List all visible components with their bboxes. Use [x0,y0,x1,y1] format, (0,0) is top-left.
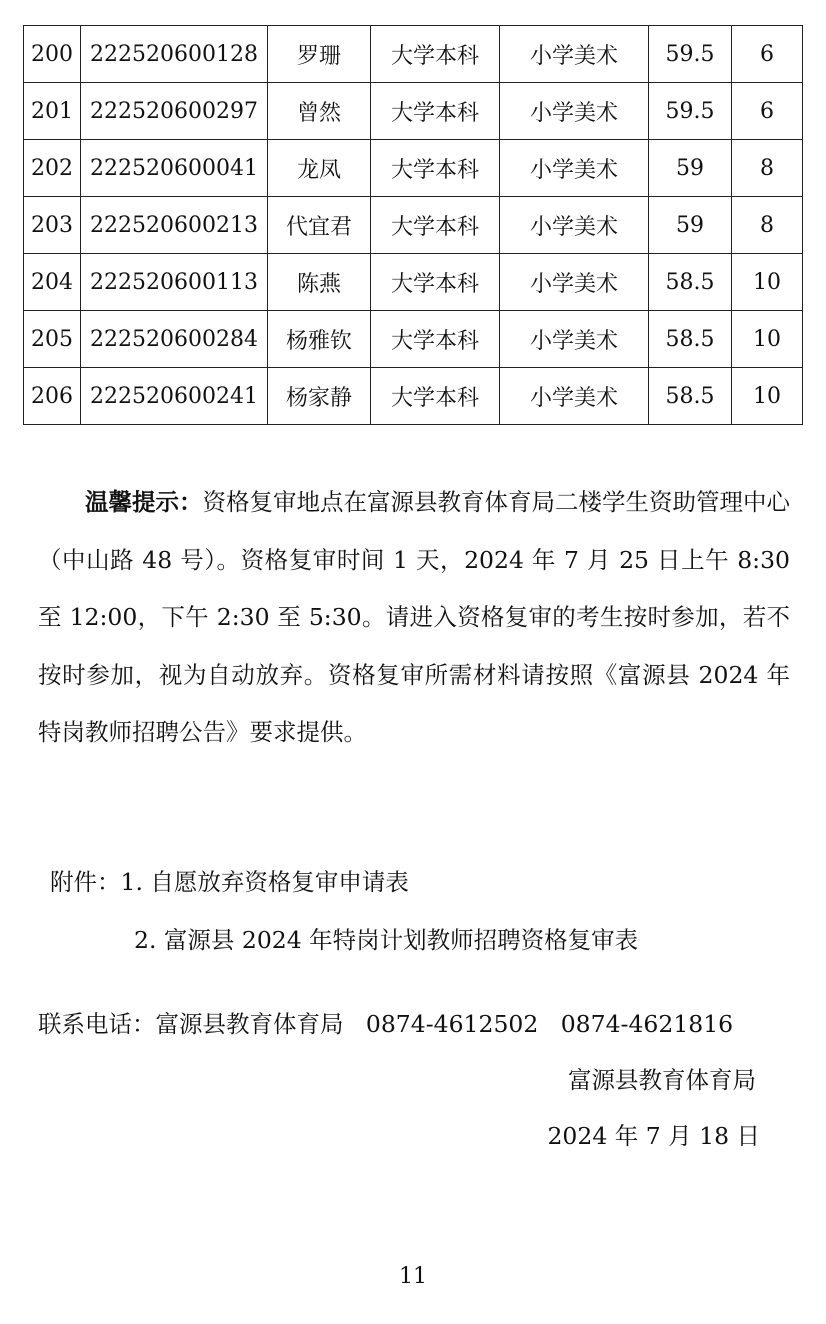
table-row [24,311,803,368]
education-cell: 大学本科 [371,197,500,254]
notice-text: 资格复审地点在富源县教育体育局二楼学生资助管理中心（中山路 48 号）。资格复审时间 1 天，2024 年 7 月 25 日上午 8:30 至 12:00，下午 2:30 至 5:30。请进入资格复审的考生按时参加，若不按时参加，视为自动放弃。资格复审所需材料请按照《富源县 2024 年特岗教师招聘公告》要求提供。 [38,488,790,747]
rank-cell: 6 [732,83,803,140]
subject-cell: 小学美术 [500,254,649,311]
table-row [24,26,803,83]
subject-cell: 小学美术 [500,368,649,425]
row-index-cell: 204 [24,254,81,311]
attachment-item-2: 2. 富源县 2024 年特岗计划教师招聘资格复审表 [134,926,639,954]
score-cell: 58.5 [649,368,732,425]
contact-phone: 联系电话：富源县教育体育局 0874-4612502 0874-4621816 [38,1010,734,1038]
education-cell: 大学本科 [371,311,500,368]
score-cell: 59 [649,197,732,254]
education-cell: 大学本科 [371,83,500,140]
subject-cell: 小学美术 [500,26,649,83]
candidate-name-cell: 杨雅钦 [268,311,371,368]
notice-paragraph [38,474,790,762]
exam-id-cell: 222520600241 [81,368,268,425]
rank-cell: 8 [732,140,803,197]
subject-cell: 小学美术 [500,83,649,140]
row-index-cell: 205 [24,311,81,368]
row-index-cell: 201 [24,83,81,140]
exam-id-cell: 222520600297 [81,83,268,140]
rank-cell: 10 [732,368,803,425]
exam-id-cell: 222520600284 [81,311,268,368]
row-index-cell: 206 [24,368,81,425]
table-row [24,254,803,311]
score-cell: 59.5 [649,83,732,140]
candidate-name-cell: 罗珊 [268,26,371,83]
attachment-item-1: 附件：1. 自愿放弃资格复审申请表 [50,868,409,896]
score-cell: 59 [649,140,732,197]
row-index-cell: 202 [24,140,81,197]
education-cell: 大学本科 [371,26,500,83]
score-cell: 58.5 [649,311,732,368]
rank-cell: 6 [732,26,803,83]
rank-cell: 8 [732,197,803,254]
candidate-name-cell: 陈燕 [268,254,371,311]
notice-label: 温馨提示： [85,488,203,516]
rank-cell: 10 [732,254,803,311]
candidate-name-cell: 代宜君 [268,197,371,254]
page-number: 11 [399,1264,427,1289]
score-cell: 59.5 [649,26,732,83]
education-cell: 大学本科 [371,254,500,311]
issue-date: 2024 年 7 月 18 日 [547,1122,760,1150]
table-row [24,83,803,140]
subject-cell: 小学美术 [500,140,649,197]
score-cell: 58.5 [649,254,732,311]
candidate-name-cell: 杨家静 [268,368,371,425]
row-index-cell: 200 [24,26,81,83]
education-cell: 大学本科 [371,140,500,197]
table-row [24,197,803,254]
subject-cell: 小学美术 [500,311,649,368]
exam-id-cell: 222520600213 [81,197,268,254]
issuer-name: 富源县教育体育局 [568,1066,756,1094]
table-row [24,140,803,197]
qualification-review-table [23,25,803,425]
candidate-name-cell: 龙凤 [268,140,371,197]
exam-id-cell: 222520600113 [81,254,268,311]
exam-id-cell: 222520600128 [81,26,268,83]
exam-id-cell: 222520600041 [81,140,268,197]
subject-cell: 小学美术 [500,197,649,254]
rank-cell: 10 [732,311,803,368]
education-cell: 大学本科 [371,368,500,425]
candidate-name-cell: 曾然 [268,83,371,140]
table-row [24,368,803,425]
table-body [24,26,803,425]
row-index-cell: 203 [24,197,81,254]
